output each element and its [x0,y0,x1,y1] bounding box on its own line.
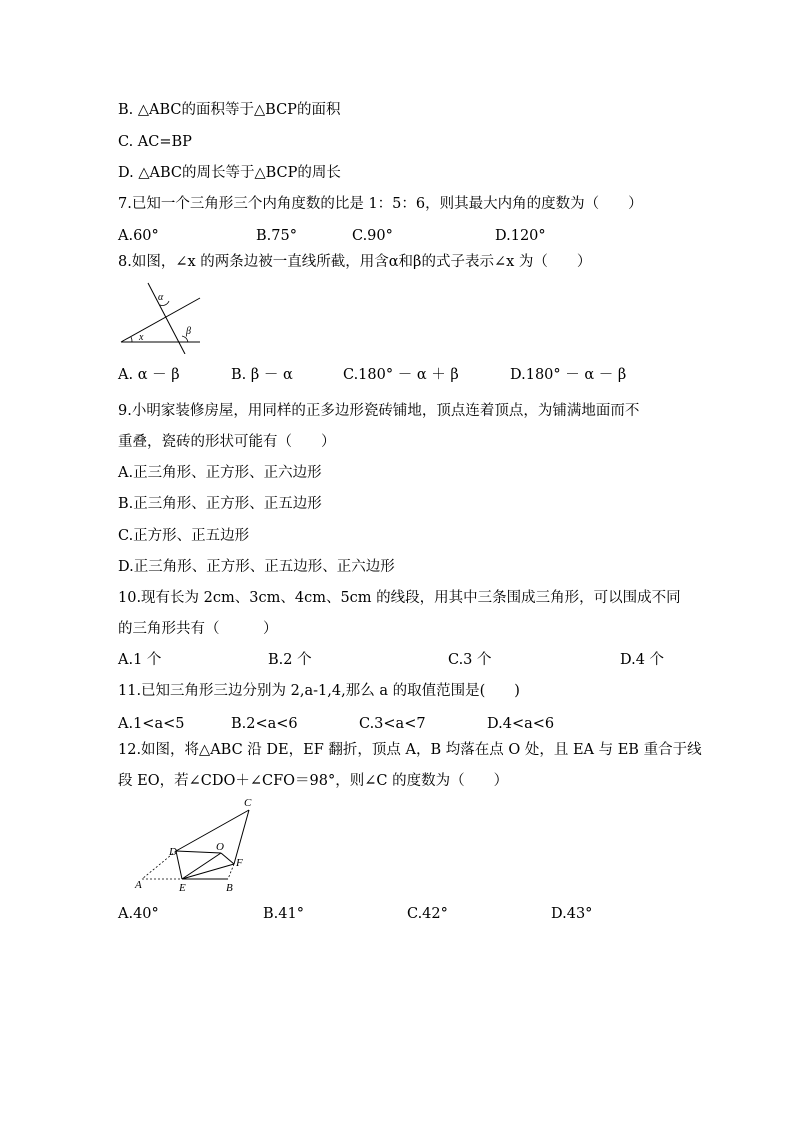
q6-option-b: B. △ABC的面积等于△BCP的面积 [118,102,341,118]
q9-option-a: A.正三角形、正方形、正六边形 [118,465,322,481]
q7-stem: 7.已知一个三角形三个内角度数的比是 1：5：6，则其最大内角的度数为（ ） [118,196,643,212]
q12-option-c: C.42° [407,906,448,922]
q12-label-c: C [244,797,252,809]
q12-label-e: E [179,882,186,894]
q8-figure [118,278,208,354]
q9-option-c: C.正方形、正五边形 [118,528,250,544]
q11-option-a: A.1<a<5 [118,716,185,732]
q11-stem: 11.已知三角形三边分别为 2,a-1,4,那么 a 的取值范围是( ) [118,683,520,699]
q7-option-d: D.120° [495,228,546,244]
q10-stem-line2: 的三角形共有（ ） [118,621,278,637]
q10-stem-line1: 10.现有长为 2cm、3cm、4cm、5cm 的线段，用其中三条围成三角形，可以围成不同 [118,590,681,606]
q12-stem-line2: 段 EO，若∠CDO＋∠CFO＝98°，则∠C 的度数为（ ） [118,773,509,789]
q7-option-c: C.90° [352,228,393,244]
q10-option-a: A.1 个 [118,652,162,668]
q8-label-beta: β [186,326,191,337]
q9-option-d: D.正三角形、正方形、正五边形、正六边形 [118,559,395,575]
q12-side-dc [176,810,249,851]
q12-label-a: A [135,879,142,891]
q8-option-b: B. β － α [231,367,293,383]
q8-stem: 8.如图，∠x 的两条边被一直线所截，用含α和β的式子表示∠x 为（ ） [118,254,592,270]
q12-option-d: D.43° [551,906,593,922]
q12-figure [130,796,270,896]
q7-option-b: B.75° [256,228,297,244]
q6-option-d: D. △ABC的周长等于△BCP的周长 [118,165,341,181]
q10-option-d: D.4 个 [620,652,665,668]
q8-transversal [148,283,185,354]
q11-option-b: B.2<a<6 [231,716,298,732]
q12-seg-fo [221,853,234,864]
q11-option-d: D.4<a<6 [487,716,555,732]
q10-option-c: C.3 个 [448,652,492,668]
q12-fold-ef [182,864,234,879]
q12-dashed-fb [228,864,234,879]
q8-option-c: C.180° － α ＋ β [343,367,459,383]
q12-side-cf [234,810,249,864]
q12-label-d: D [169,846,177,858]
q12-label-o: O [216,841,224,853]
q8-label-alpha: α [158,292,164,303]
q8-label-x: x [139,332,144,343]
q12-seg-eo [182,853,221,879]
q6-option-c: C. AC=BP [118,134,192,150]
q7-option-a: A.60° [118,228,159,244]
q10-option-b: B.2 个 [268,652,312,668]
q12-option-b: B.41° [263,906,304,922]
q12-stem-line1: 12.如图，将△ABC 沿 DE，EF 翻折，顶点 A，B 均落在点 O 处，且 EA 与 EB 重合于线 [118,742,702,758]
q9-stem-line2: 重叠，瓷砖的形状可能有（ ） [118,434,336,450]
q9-stem-line1: 9.小明家装修房屋，用同样的正多边形瓷砖铺地，顶点连着顶点，为铺满地面而不 [118,403,640,419]
q12-option-a: A.40° [118,906,159,922]
q12-seg-do [176,851,221,853]
q8-option-a: A. α － β [118,367,180,383]
q8-option-d: D.180° － α － β [510,367,627,383]
q12-label-b: B [226,882,233,894]
q9-option-b: B.正三角形、正方形、正五边形 [118,496,322,512]
q11-option-c: C.3<a<7 [359,716,426,732]
q8-arc-x [131,337,132,342]
q12-label-f: F [236,857,243,869]
